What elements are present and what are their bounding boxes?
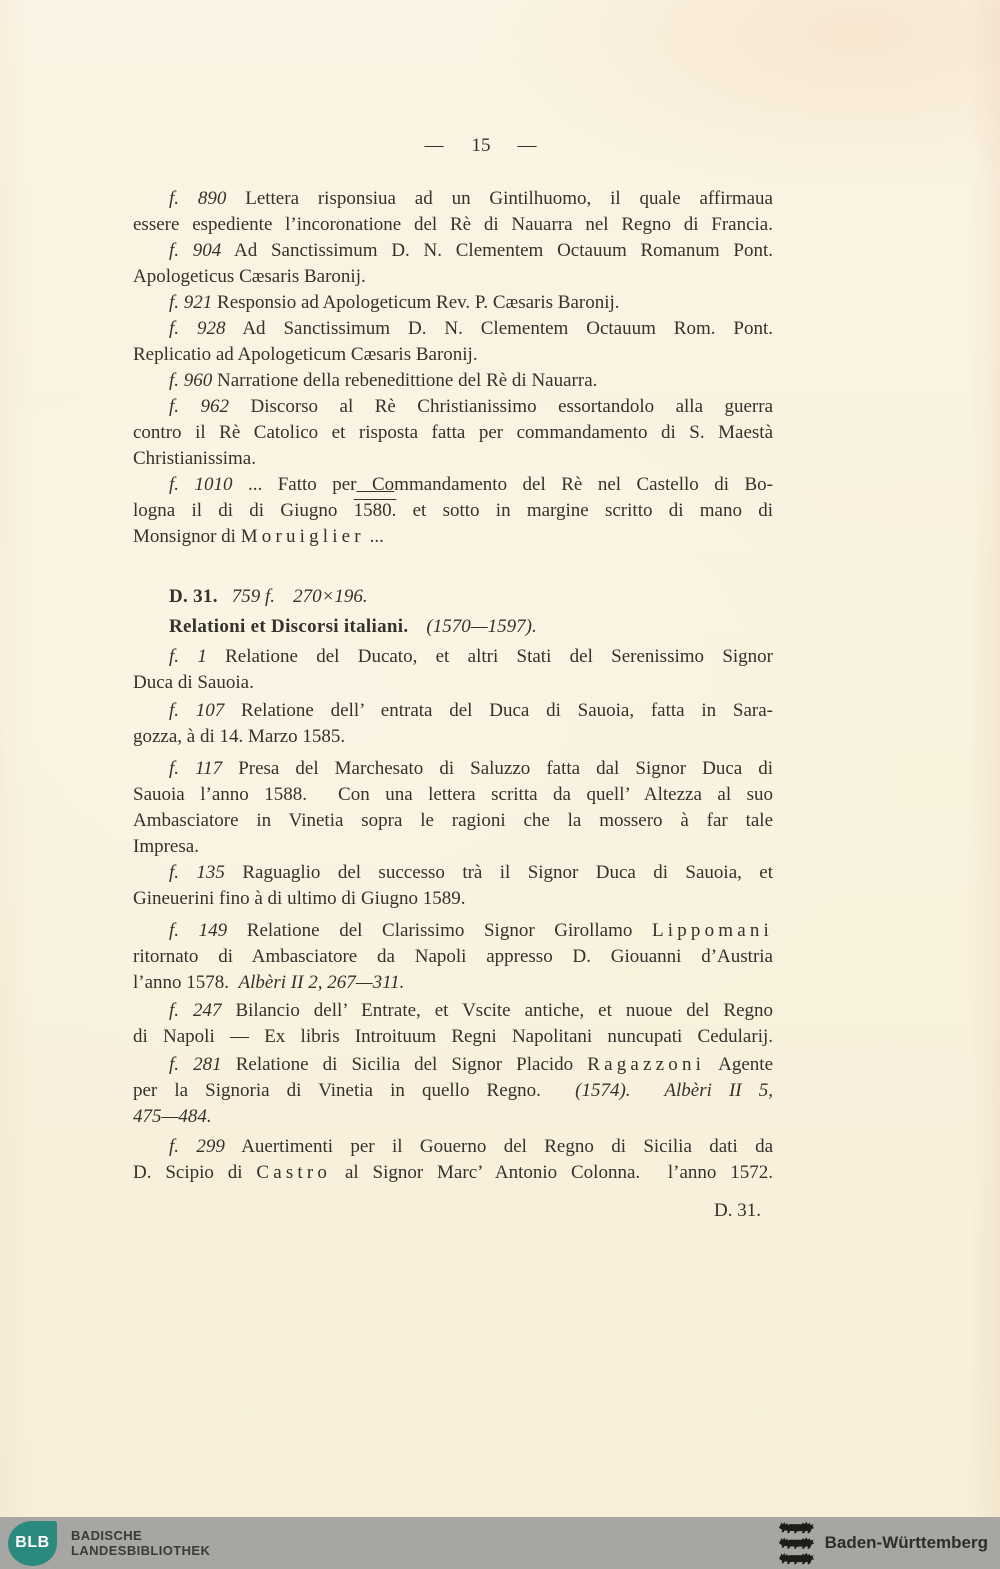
text-line: logna il di di Giugno 1580. et sotto in margine scritto di mano di bbox=[133, 500, 773, 521]
text-line: l’anno 1578. Albèri II 2, 267—311. bbox=[133, 972, 405, 993]
para-f-107 bbox=[133, 698, 773, 750]
baden-wuerttemberg-label: Baden-Württemberg bbox=[824, 1533, 988, 1552]
text-line: gozza, à di 14. Marzo 1585. bbox=[133, 726, 346, 747]
para-f-299 bbox=[133, 1134, 773, 1186]
text-line: Ambasciatore in Vinetia sopra le ragioni che la mossero à far tale bbox=[133, 810, 773, 831]
text-line: f. 1010 ... Fatto per Commandamento del Rè nel Castello di Bo- bbox=[169, 474, 774, 495]
text-line: f. 107 Relatione dell’ entrata del Duca di Sauoia, fatta in Sara- bbox=[169, 700, 773, 721]
para-f-962 bbox=[133, 394, 773, 472]
blb-logo bbox=[8, 1521, 57, 1566]
catchword-d-31 bbox=[133, 1198, 773, 1224]
text-line: Duca di Sauoia. bbox=[133, 672, 254, 693]
text-line: f. 962 Discorso al Rè Christianissimo essortandolo alla guerra bbox=[169, 396, 774, 417]
para-f-135 bbox=[133, 860, 773, 912]
text-line: f. 135 Raguaglio del successo trà il Signor Duca di Sauoia, et bbox=[169, 862, 774, 883]
text-line: f. 117 Presa del Marchesato di Saluzzo fatta dal Signor Duca di bbox=[169, 758, 774, 779]
text-line: Christianissima. bbox=[133, 448, 256, 469]
para-f-904 bbox=[133, 238, 773, 290]
text-line: Sauoia l’anno 1588. Con una lettera scritta da quell’ Altezza al suo bbox=[133, 784, 773, 805]
text-line: 475—484. bbox=[133, 1106, 212, 1127]
text-line: contro il Rè Catolico et risposta fatta per commandamento di S. Maestà bbox=[133, 422, 773, 443]
text-line: di Napoli — Ex libris Introituum Regni Napolitani nuncupati Cedularij. bbox=[133, 1026, 773, 1047]
text-line: D. 31. bbox=[714, 1200, 761, 1221]
heading-relationi bbox=[133, 614, 773, 640]
text-line: Relationi et Discorsi italiani. (1570—1597). bbox=[169, 616, 537, 637]
blb-logo-text: BLB bbox=[15, 1534, 50, 1551]
para-f-247 bbox=[133, 998, 773, 1050]
text-block bbox=[133, 186, 773, 1224]
text-line: f. 904 Ad Sanctissimum D. N. Clementem Octauum Romanum Pont. bbox=[169, 240, 773, 261]
text-line: D. 31. 759 f. 270×196. bbox=[169, 586, 368, 607]
library-name-line2: LANDESBIBLIOTHEK bbox=[71, 1543, 211, 1558]
text-line: Impresa. bbox=[133, 836, 199, 857]
header-dash-left: — bbox=[424, 135, 445, 156]
page-number: 15 bbox=[471, 135, 491, 156]
footer-bar bbox=[0, 1517, 1000, 1569]
state-logo-group bbox=[778, 1521, 988, 1565]
text-line: Monsignor di Moruiglier ... bbox=[133, 526, 384, 547]
para-f-1 bbox=[133, 644, 773, 696]
text-line: f. 1 Relatione del Ducato, et altri Stati del Serenissimo Signor bbox=[169, 646, 773, 667]
baden-wuerttemberg-crest-icon bbox=[778, 1521, 815, 1565]
text-line: Replicatio ad Apologeticum Cæsaris Baronij. bbox=[133, 344, 478, 365]
text-line: f. 960 Narratione della rebenedittione del Rè di Nauarra. bbox=[169, 370, 598, 391]
text-line: f. 890 Lettera risponsiua ad un Gintilhuomo, il quale affirmaua bbox=[169, 188, 773, 209]
para-f-928 bbox=[133, 316, 773, 368]
library-name bbox=[71, 1528, 210, 1558]
text-line: Apologeticus Cæsaris Baronij. bbox=[133, 266, 366, 287]
para-f-1010 bbox=[133, 472, 773, 550]
text-line: Gineuerini fino à di ultimo di Giugno 1589. bbox=[133, 888, 466, 909]
para-f-890 bbox=[133, 186, 773, 238]
para-f-921 bbox=[133, 290, 773, 316]
para-f-960 bbox=[133, 368, 773, 394]
text-line: ritornato di Ambasciatore da Napoli appresso D. Giouanni d’Austria bbox=[133, 946, 773, 967]
text-line: essere espediente l’incoronatione del Rè di Nauarra nel Regno di Francia. bbox=[133, 214, 773, 235]
text-line: f. 281 Relatione di Sicilia del Signor Placido Ragazzoni Agente bbox=[169, 1054, 774, 1075]
page-header bbox=[0, 133, 962, 159]
library-name-line1: BADISCHE bbox=[71, 1528, 143, 1543]
para-f-281 bbox=[133, 1052, 773, 1130]
text-line: D. Scipio di Castro al Signor Marc’ Antonio Colonna. l’anno 1572. bbox=[133, 1162, 773, 1183]
text-line: f. 149 Relatione del Clarissimo Signor Girollamo Lippomani bbox=[169, 920, 773, 941]
heading-d-31 bbox=[133, 584, 773, 610]
text-line: f. 928 Ad Sanctissimum D. N. Clementem Octauum Rom. Pont. bbox=[169, 318, 774, 339]
text-line: f. 247 Bilancio dell’ Entrate, et Vscite antiche, et nuoue del Regno bbox=[169, 1000, 773, 1021]
para-f-149 bbox=[133, 918, 773, 996]
text-line: f. 299 Auertimenti per il Gouerno del Regno di Sicilia dati da bbox=[169, 1136, 773, 1157]
text-line: per la Signoria di Vinetia in quello Regno. (1574). Albèri II 5, bbox=[133, 1080, 773, 1101]
para-f-117 bbox=[133, 756, 773, 860]
text-line: f. 921 Responsio ad Apologeticum Rev. P. Cæsaris Baronij. bbox=[169, 292, 620, 313]
header-dash-right: — bbox=[517, 135, 538, 156]
